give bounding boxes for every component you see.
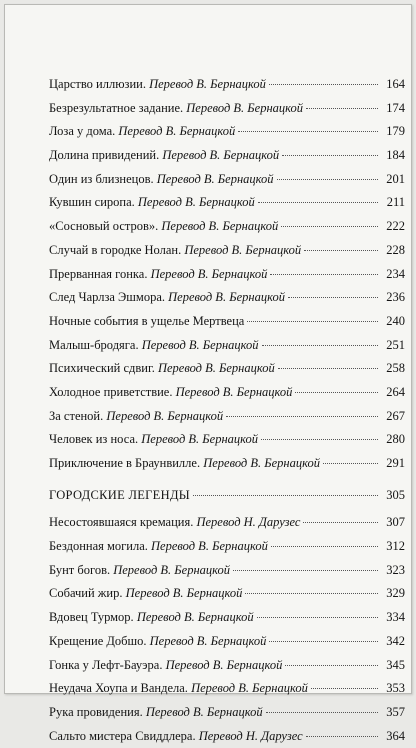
entry-translator: Перевод В. Бернацкой [145, 704, 263, 719]
entry-translator: Перевод В. Бернацкой [162, 148, 280, 163]
toc-entry [49, 357, 405, 381]
entry-title: За стеной. [49, 408, 104, 423]
dot-leader [288, 297, 378, 298]
dot-leader [261, 439, 378, 440]
entry-page-number: 312 [386, 539, 405, 554]
entry-translator: Перевод В. Бернацкой [137, 195, 255, 210]
entry-page-number: 228 [386, 242, 405, 257]
entry-page-number: 307 [386, 515, 405, 530]
dot-leader [269, 641, 378, 642]
entry-translator: Перевод В. Бернацкой [106, 408, 224, 423]
entry-page-number: 240 [386, 313, 405, 328]
dot-leader [269, 84, 378, 85]
entry-translator: Перевод В. Бернацкой [165, 657, 283, 672]
entry-page-number: 342 [386, 633, 405, 648]
entry-translator: Перевод В. Бернацкой [136, 610, 254, 625]
dot-leader [193, 495, 378, 496]
toc-entry [49, 452, 405, 476]
entry-page-number: 264 [386, 384, 405, 399]
entry-page-number: 211 [386, 195, 405, 210]
entry-page-number: 291 [386, 456, 405, 470]
entry-title: Безрезультатное задание. [49, 100, 184, 115]
entry-translator: Перевод В. Бернацкой [191, 681, 308, 696]
entry-page-number: 251 [386, 337, 405, 352]
entry-title: Гонка у Лефт-Бауэра. [49, 657, 163, 672]
table-of-contents [49, 73, 405, 748]
entry-page-number: 222 [386, 219, 405, 234]
entry-title: Лоза у дома. [49, 124, 116, 139]
entry-translator: Перевод Н. Дарузес [198, 728, 303, 743]
section-heading [49, 484, 405, 508]
entry-page-number: 357 [386, 704, 405, 719]
entry-translator: Перевод В. Бернацкой [151, 539, 268, 554]
dot-leader [257, 617, 378, 618]
dot-leader [281, 226, 378, 227]
entry-translator: Перевод В. Бернацкой [156, 171, 274, 186]
toc-entry [49, 701, 405, 725]
entry-title: Рука провидения. [49, 704, 143, 719]
toc-entry [49, 428, 405, 452]
dot-leader [277, 179, 378, 180]
dot-leader [238, 131, 378, 132]
entry-title: Приключение в Браунвилле. [49, 456, 201, 470]
toc-entry [49, 168, 405, 192]
entry-title: Несостоявшаяся кремация. [49, 515, 194, 530]
toc-list-b [49, 511, 405, 748]
entry-page-number: 234 [386, 266, 405, 281]
entry-translator: Перевод В. Бернацкой [203, 456, 320, 470]
toc-entry [49, 120, 405, 144]
entry-title: Царство иллюзии. [49, 77, 146, 91]
toc-entry [49, 535, 405, 559]
toc-entry [49, 582, 405, 606]
toc-entry [49, 310, 405, 334]
toc-entry [49, 511, 405, 535]
entry-page-number: 184 [386, 148, 405, 163]
dot-leader [270, 274, 378, 275]
toc-entry [49, 215, 405, 239]
entry-translator: Перевод В. Бернацкой [149, 77, 266, 91]
entry-translator: Перевод В. Бернацкой [161, 219, 279, 234]
dot-leader [323, 463, 378, 464]
entry-page-number: 258 [386, 361, 405, 376]
entry-page-number: 267 [386, 408, 405, 423]
entry-page-number: 236 [386, 290, 405, 305]
entry-translator: Перевод В. Бернацкой [118, 124, 236, 139]
entry-translator: Перевод В. Бернацкой [184, 242, 302, 257]
toc-entry [49, 97, 405, 121]
toc-entry [49, 191, 405, 215]
entry-title: Человек из носа. [49, 432, 139, 447]
entry-page-number: 174 [386, 100, 405, 115]
entry-title: Собачий жир. [49, 586, 123, 601]
toc-entry [49, 654, 405, 678]
toc-entry [49, 144, 405, 168]
entry-translator: Перевод В. Бернацкой [149, 633, 267, 648]
toc-entry [49, 286, 405, 310]
dot-leader [266, 712, 378, 713]
dot-leader [278, 368, 378, 369]
entry-title: Крещение Добшо. [49, 633, 147, 648]
entry-translator: Перевод В. Бернацкой [113, 562, 231, 577]
entry-page-number: 164 [386, 77, 405, 91]
entry-title: Кувшин сиропа. [49, 195, 135, 210]
dot-leader [258, 202, 378, 203]
entry-page-number: 364 [386, 728, 405, 743]
toc-entry [49, 263, 405, 287]
entry-title: Неудача Хоупа и Вандела. [49, 681, 188, 696]
entry-page-number: 345 [386, 657, 405, 672]
entry-title: След Чарлза Эшмора. [49, 290, 166, 305]
entry-title: Психический сдвиг. [49, 361, 155, 376]
book-page [4, 4, 412, 743]
entry-translator: Перевод В. Бернацкой [157, 361, 275, 376]
entry-page-number: 201 [386, 171, 405, 186]
entry-translator: Перевод В. Бернацкой [125, 586, 243, 601]
entry-page-number: 280 [386, 432, 405, 447]
dot-leader [271, 546, 378, 547]
section-title: ГОРОДСКИЕ ЛЕГЕНДЫ [49, 487, 190, 502]
toc-list-a [49, 73, 405, 476]
toc-entry [49, 630, 405, 654]
entry-translator: Перевод В. Бернацкой [141, 337, 259, 352]
entry-page-number: 353 [386, 681, 405, 696]
section-page-number: 305 [386, 487, 405, 502]
entry-title: Ночные события в ущелье Мертвеца [49, 313, 245, 328]
entry-title: Бездонная могила. [49, 539, 148, 554]
toc-entry [49, 405, 405, 429]
entry-translator: Перевод В. Бернацкой [186, 100, 304, 115]
toc-entry [49, 73, 405, 97]
entry-translator: Перевод В. Бернацкой [141, 432, 259, 447]
dot-leader [303, 522, 378, 523]
toc-entry [49, 239, 405, 263]
entry-title: Долина привидений. [49, 148, 160, 163]
toc-entry [49, 606, 405, 630]
entry-page-number: 334 [386, 610, 405, 625]
entry-translator: Перевод Н. Дарузес [196, 515, 301, 530]
dot-leader [306, 736, 378, 737]
toc-entry [49, 677, 405, 701]
entry-title: Вдовец Турмор. [49, 610, 134, 625]
entry-page-number: 329 [386, 586, 405, 601]
entry-page-number: 179 [386, 124, 405, 139]
toc-entry [49, 381, 405, 405]
entry-title: Сальто мистера Свиддлера. [49, 728, 196, 743]
dot-leader [226, 416, 378, 417]
entry-translator: Перевод В. Бернацкой [150, 266, 268, 281]
dot-leader [247, 321, 378, 322]
entry-title: «Сосновый остров». [49, 219, 159, 234]
dot-leader [262, 345, 378, 346]
dot-leader [306, 108, 378, 109]
entry-title: Случай в городке Нолан. [49, 242, 182, 257]
toc-entry [49, 559, 405, 583]
toc-entry [49, 334, 405, 358]
entry-translator: Перевод В. Бернацкой [168, 290, 285, 305]
entry-title: Один из близнецов. [49, 171, 154, 186]
entry-title: Прерванная гонка. [49, 266, 148, 281]
dot-leader [311, 688, 378, 689]
dot-leader [282, 155, 378, 156]
dot-leader [245, 593, 378, 594]
entry-title: Бунт богов. [49, 562, 111, 577]
toc-entry [49, 725, 405, 748]
entry-translator: Перевод В. Бернацкой [175, 384, 293, 399]
entry-title: Холодное приветствие. [49, 384, 173, 399]
dot-leader [304, 250, 378, 251]
dot-leader [295, 392, 378, 393]
dot-leader [285, 665, 378, 666]
entry-page-number: 323 [386, 562, 405, 577]
entry-title: Малыш-бродяга. [49, 337, 139, 352]
dot-leader [233, 570, 378, 571]
